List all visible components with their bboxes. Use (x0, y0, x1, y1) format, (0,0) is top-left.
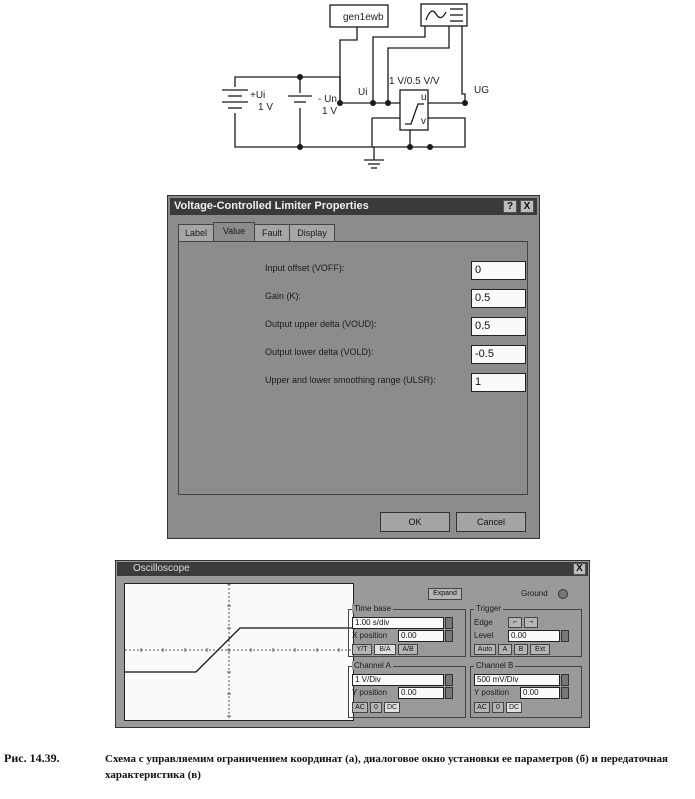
tab-display[interactable]: Display (289, 224, 335, 241)
close-button[interactable]: X (573, 563, 586, 575)
channel-b-ac-button[interactable]: AC (474, 702, 490, 713)
node-ui-label: Ui (358, 87, 368, 98)
source2-name: - Un (318, 94, 337, 105)
x-position-label: X position (352, 631, 388, 640)
channel-a-ypos-spinner[interactable] (445, 687, 453, 699)
channel-a-scale-spinner[interactable] (445, 674, 453, 686)
channel-a-ac-button[interactable]: AC (352, 702, 368, 713)
ground-terminal-icon[interactable] (558, 589, 568, 599)
output-upper-delta-field[interactable]: 0.5 (471, 317, 526, 336)
level-label: Level (474, 631, 494, 640)
time-base-title: Time base (354, 604, 392, 613)
help-button[interactable]: ? (503, 200, 517, 213)
source1-value: 1 V (258, 102, 274, 113)
x-position-field[interactable]: 0.00 (398, 630, 444, 642)
channel-b-ypos-field[interactable]: 0.00 (520, 687, 560, 699)
rising-edge-icon[interactable]: ⌐ (508, 617, 522, 628)
time-base-field[interactable]: 1.00 s/div (352, 617, 444, 629)
tab-label[interactable]: Label (178, 224, 214, 241)
smoothing-range-field[interactable]: 1 (471, 373, 526, 392)
channel-a-title: Channel A (354, 661, 391, 670)
channel-a-zero-button[interactable]: 0 (370, 702, 382, 713)
trigger-ext-button[interactable]: Ext (530, 644, 550, 655)
field-label-voud: Output upper delta (VOUD): (265, 319, 377, 329)
input-offset-field[interactable]: 0 (471, 261, 526, 280)
oscilloscope-window (115, 560, 590, 728)
channel-b-zero-button[interactable]: 0 (492, 702, 504, 713)
source1-name: +Ui (250, 90, 266, 101)
oscilloscope-title: Oscilloscope (133, 563, 190, 574)
figure-number: Рис. 14.39. (4, 751, 60, 765)
trigger-level-field[interactable]: 0.00 (508, 630, 560, 642)
generator-label: gen1ewb (343, 12, 384, 23)
channel-a-ypos-field[interactable]: 0.00 (398, 687, 444, 699)
field-label-voff: Input offset (VOFF): (265, 263, 345, 273)
channel-b-title: Channel B (476, 661, 514, 670)
dialog-titlebar[interactable] (170, 198, 537, 215)
channel-b-scale-spinner[interactable] (561, 674, 569, 686)
oscilloscope-titlebar[interactable] (117, 562, 588, 576)
tab-value[interactable]: Value (213, 222, 255, 242)
limiter-properties-dialog (167, 195, 540, 539)
mode-yt-button[interactable]: Y/T (352, 644, 372, 655)
ground-label: Ground (521, 589, 548, 598)
oscilloscope-screen (124, 583, 354, 721)
mode-ba-button[interactable]: B/A (374, 644, 396, 655)
cancel-button[interactable]: Cancel (456, 512, 526, 532)
time-base-spinner[interactable] (445, 617, 453, 629)
field-label-ulsr: Upper and lower smoothing range (ULSR): (265, 375, 436, 385)
transfer-characteristic-plot (125, 584, 353, 720)
trigger-level-spinner[interactable] (561, 630, 569, 642)
falling-edge-icon[interactable]: ¬ (524, 617, 538, 628)
tab-fault[interactable]: Fault (254, 224, 290, 241)
close-button[interactable]: X (520, 200, 534, 213)
device-parameter-label: 1 V/0.5 V/V (389, 76, 440, 87)
dialog-title: Voltage-Controlled Limiter Properties (174, 200, 369, 212)
channel-b-ypos-label: Y position (474, 688, 509, 697)
edge-label: Edge (474, 618, 493, 627)
channel-a-scale-field[interactable]: 1 V/Div (352, 674, 444, 686)
channel-b-scale-field[interactable]: 500 mV/Div (474, 674, 560, 686)
gain-field[interactable]: 0.5 (471, 289, 526, 308)
pin-v-label: v (421, 116, 426, 127)
trigger-a-button[interactable]: A (498, 644, 512, 655)
expand-button[interactable]: Expand (428, 588, 462, 600)
channel-b-ypos-spinner[interactable] (561, 687, 569, 699)
channel-a-ypos-label: Y position (352, 688, 387, 697)
mode-ab-button[interactable]: A/B (398, 644, 418, 655)
circuit-schematic (0, 0, 695, 190)
trigger-b-button[interactable]: B (514, 644, 528, 655)
field-label-gain: Gain (K): (265, 291, 302, 301)
field-label-vold: Output lower delta (VOLD): (265, 347, 374, 357)
figure-caption: Схема с управляемим ограничением координат (а), диалоговое окно установки ее параметров (б) и передаточная характеристика (в) (105, 753, 668, 781)
trigger-title: Trigger (476, 604, 502, 613)
trigger-auto-button[interactable]: Auto (474, 644, 496, 655)
ok-button[interactable]: OK (380, 512, 450, 532)
source2-value: 1 V (322, 106, 338, 117)
channel-a-dc-button[interactable]: DC (384, 702, 400, 713)
value-panel (178, 241, 528, 495)
x-position-spinner[interactable] (445, 630, 453, 642)
pin-u-label: u (421, 92, 427, 103)
node-ug-label: UG (474, 85, 489, 96)
channel-b-dc-button[interactable]: DC (506, 702, 522, 713)
output-lower-delta-field[interactable]: -0.5 (471, 345, 526, 364)
